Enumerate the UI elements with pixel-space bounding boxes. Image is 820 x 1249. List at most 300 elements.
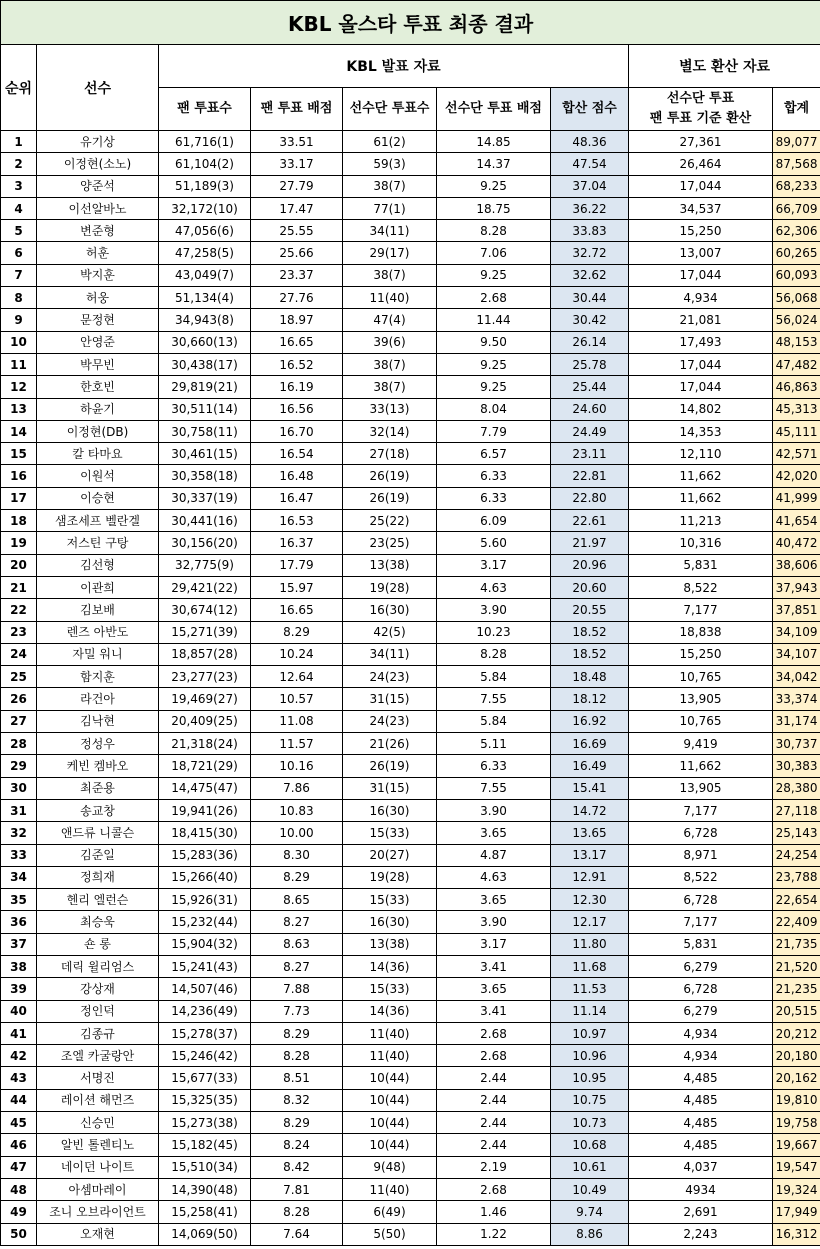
sum-score-cell: 16.69: [551, 733, 629, 755]
total-cell: 40,472: [773, 532, 820, 554]
fan-votes-cell: 18,415(30): [159, 822, 251, 844]
sum-score-cell: 20.60: [551, 576, 629, 598]
player-votes-cell: 26(19): [343, 487, 437, 509]
table-row: [1, 933, 820, 955]
total-cell: 31,174: [773, 710, 820, 732]
converted-cell: 4,485: [629, 1134, 773, 1156]
rank-cell: 28: [1, 733, 37, 755]
rank-cell: 2: [1, 153, 37, 175]
fan-votes-cell: 20,409(25): [159, 710, 251, 732]
player-votes-cell: 14(36): [343, 1000, 437, 1022]
table-row: [1, 643, 820, 665]
fan-votes-cell: 30,337(19): [159, 487, 251, 509]
total-cell: 68,233: [773, 175, 820, 197]
player-score-cell: 2.44: [437, 1134, 551, 1156]
sum-score-cell: 21.97: [551, 532, 629, 554]
sum-score-cell: 32.72: [551, 242, 629, 264]
converted-cell: 13,007: [629, 242, 773, 264]
fan-score-cell: 7.73: [251, 1000, 343, 1022]
converted-cell: 6,728: [629, 822, 773, 844]
total-cell: 62,306: [773, 220, 820, 242]
sum-score-cell: 9.74: [551, 1201, 629, 1223]
rank-cell: 23: [1, 621, 37, 643]
fan-votes-cell: 32,172(10): [159, 197, 251, 219]
total-cell: 20,180: [773, 1045, 820, 1067]
player-score-cell: 5.11: [437, 733, 551, 755]
sum-score-cell: 22.80: [551, 487, 629, 509]
table-row: [1, 599, 820, 621]
fan-score-cell: 16.53: [251, 510, 343, 532]
sum-score-cell: 20.96: [551, 554, 629, 576]
rank-cell: 35: [1, 889, 37, 911]
table-row: [1, 1223, 820, 1245]
fan-score-cell: 7.81: [251, 1178, 343, 1200]
converted-cell: 14,802: [629, 398, 773, 420]
sum-score-cell: 25.78: [551, 353, 629, 375]
player-cell: 허훈: [37, 242, 159, 264]
player-cell: 이원석: [37, 465, 159, 487]
converted-cell: 17,044: [629, 376, 773, 398]
fan-votes-cell: 15,266(40): [159, 866, 251, 888]
fan-score-cell: 8.51: [251, 1067, 343, 1089]
fan-score-cell: 27.76: [251, 287, 343, 309]
player-cell: 박지훈: [37, 264, 159, 286]
rank-cell: 10: [1, 331, 37, 353]
rank-cell: 39: [1, 978, 37, 1000]
fan-votes-cell: 30,758(11): [159, 420, 251, 442]
converted-cell: 13,905: [629, 777, 773, 799]
player-votes-cell: 39(6): [343, 331, 437, 353]
fan-score-cell: 18.97: [251, 309, 343, 331]
player-score-cell: 2.19: [437, 1156, 551, 1178]
converted-cell: 6,728: [629, 889, 773, 911]
total-cell: 56,024: [773, 309, 820, 331]
player-votes-cell: 24(23): [343, 666, 437, 688]
total-cell: 23,788: [773, 866, 820, 888]
fan-score-cell: 23.37: [251, 264, 343, 286]
rank-cell: 3: [1, 175, 37, 197]
player-votes-cell: 19(28): [343, 866, 437, 888]
converted-cell: 4,934: [629, 1022, 773, 1044]
rank-cell: 50: [1, 1223, 37, 1245]
converted-cell: 6,279: [629, 955, 773, 977]
sum-score-cell: 10.68: [551, 1134, 629, 1156]
total-cell: 27,118: [773, 799, 820, 821]
rank-cell: 27: [1, 710, 37, 732]
rank-cell: 46: [1, 1134, 37, 1156]
player-votes-cell: 16(30): [343, 599, 437, 621]
converted-cell: 4,934: [629, 287, 773, 309]
player-score-cell: 3.90: [437, 799, 551, 821]
player-votes-cell: 31(15): [343, 777, 437, 799]
fan-score-cell: 25.55: [251, 220, 343, 242]
sum-score-cell: 11.14: [551, 1000, 629, 1022]
total-cell: 30,383: [773, 755, 820, 777]
fan-score-cell: 10.24: [251, 643, 343, 665]
sum-score-cell: 18.52: [551, 621, 629, 643]
rank-cell: 18: [1, 510, 37, 532]
sum-score-cell: 10.49: [551, 1178, 629, 1200]
player-votes-cell: 24(23): [343, 710, 437, 732]
fan-score-cell: 10.00: [251, 822, 343, 844]
table-row: [1, 666, 820, 688]
total-cell: 66,709: [773, 197, 820, 219]
fan-votes-cell: 61,716(1): [159, 131, 251, 153]
total-cell: 28,380: [773, 777, 820, 799]
table-row: [1, 1022, 820, 1044]
fan-score-cell: 10.16: [251, 755, 343, 777]
rank-cell: 32: [1, 822, 37, 844]
total-cell: 34,109: [773, 621, 820, 643]
rank-cell: 30: [1, 777, 37, 799]
fan-votes-cell: 14,069(50): [159, 1223, 251, 1245]
converted-cell: 5,831: [629, 554, 773, 576]
player-cell: 이관희: [37, 576, 159, 598]
player-score-cell: 7.79: [437, 420, 551, 442]
converted-cell: 17,044: [629, 353, 773, 375]
converted-cell: 6,279: [629, 1000, 773, 1022]
total-cell: 56,068: [773, 287, 820, 309]
fan-score-cell: 8.27: [251, 911, 343, 933]
fan-votes-cell: 30,441(16): [159, 510, 251, 532]
total-cell: 89,077: [773, 131, 820, 153]
player-cell: 김보배: [37, 599, 159, 621]
player-votes-cell: 29(17): [343, 242, 437, 264]
table-row: [1, 1201, 820, 1223]
rank-cell: 40: [1, 1000, 37, 1022]
sum-score-cell: 16.49: [551, 755, 629, 777]
total-cell: 19,758: [773, 1112, 820, 1134]
converted-cell: 8,522: [629, 866, 773, 888]
rank-cell: 1: [1, 131, 37, 153]
table-row: [1, 376, 820, 398]
table-row: [1, 309, 820, 331]
fan-score-cell: 16.70: [251, 420, 343, 442]
table-row: [1, 1178, 820, 1200]
player-votes-cell: 38(7): [343, 264, 437, 286]
total-cell: 19,324: [773, 1178, 820, 1200]
total-cell: 19,547: [773, 1156, 820, 1178]
sum-score-cell: 10.73: [551, 1112, 629, 1134]
converted-cell: 4,934: [629, 1045, 773, 1067]
player-score-cell: 9.50: [437, 331, 551, 353]
player-votes-cell: 32(14): [343, 420, 437, 442]
table-row: [1, 554, 820, 576]
player-votes-cell: 33(13): [343, 398, 437, 420]
sum-score-cell: 10.96: [551, 1045, 629, 1067]
fan-votes-cell: 15,232(44): [159, 911, 251, 933]
fan-score-cell: 17.47: [251, 197, 343, 219]
converted-cell: 17,044: [629, 175, 773, 197]
table-row: [1, 1156, 820, 1178]
total-cell: 37,943: [773, 576, 820, 598]
player-votes-cell: 27(18): [343, 443, 437, 465]
player-votes-cell: 10(44): [343, 1067, 437, 1089]
converted-cell: 11,662: [629, 487, 773, 509]
fan-score-cell: 16.47: [251, 487, 343, 509]
fan-votes-cell: 32,775(9): [159, 554, 251, 576]
sum-score-cell: 12.17: [551, 911, 629, 933]
player-cell: 하윤기: [37, 398, 159, 420]
player-votes-cell: 11(40): [343, 287, 437, 309]
rank-cell: 15: [1, 443, 37, 465]
player-cell: 아셈마레이: [37, 1178, 159, 1200]
player-cell: 렌즈 아반도: [37, 621, 159, 643]
player-cell: 샘조세프 벨란겔: [37, 510, 159, 532]
total-cell: 45,313: [773, 398, 820, 420]
fan-score-cell: 8.29: [251, 621, 343, 643]
total-cell: 38,606: [773, 554, 820, 576]
table-row: [1, 844, 820, 866]
player-score-cell: 9.25: [437, 175, 551, 197]
fan-score-cell: 7.86: [251, 777, 343, 799]
table-row: [1, 733, 820, 755]
player-score-cell: 2.68: [437, 1022, 551, 1044]
header-sum-score: 합산 점수: [551, 88, 629, 131]
rank-cell: 13: [1, 398, 37, 420]
fan-score-cell: 27.79: [251, 175, 343, 197]
fan-score-cell: 15.97: [251, 576, 343, 598]
player-cell: 정인덕: [37, 1000, 159, 1022]
converted-cell: 27,361: [629, 131, 773, 153]
player-votes-cell: 10(44): [343, 1112, 437, 1134]
sum-score-cell: 22.81: [551, 465, 629, 487]
player-votes-cell: 25(22): [343, 510, 437, 532]
player-score-cell: 18.75: [437, 197, 551, 219]
player-votes-cell: 13(38): [343, 554, 437, 576]
player-cell: 정성우: [37, 733, 159, 755]
player-cell: 레이션 해먼즈: [37, 1089, 159, 1111]
player-score-cell: 14.37: [437, 153, 551, 175]
fan-votes-cell: 47,258(5): [159, 242, 251, 264]
sum-score-cell: 24.49: [551, 420, 629, 442]
table-row: [1, 1134, 820, 1156]
rank-cell: 5: [1, 220, 37, 242]
table-row: [1, 331, 820, 353]
player-votes-cell: 21(26): [343, 733, 437, 755]
rank-cell: 26: [1, 688, 37, 710]
rank-cell: 44: [1, 1089, 37, 1111]
header-rank: 순위: [1, 45, 37, 131]
total-cell: 34,042: [773, 666, 820, 688]
fan-score-cell: 33.51: [251, 131, 343, 153]
player-votes-cell: 34(11): [343, 220, 437, 242]
player-score-cell: 3.41: [437, 955, 551, 977]
sum-score-cell: 13.17: [551, 844, 629, 866]
player-score-cell: 6.57: [437, 443, 551, 465]
rank-cell: 12: [1, 376, 37, 398]
player-cell: 조엘 카굴랑안: [37, 1045, 159, 1067]
fan-votes-cell: 14,507(46): [159, 978, 251, 1000]
rank-cell: 8: [1, 287, 37, 309]
table-row: [1, 1045, 820, 1067]
player-votes-cell: 13(38): [343, 933, 437, 955]
fan-votes-cell: 15,273(38): [159, 1112, 251, 1134]
player-score-cell: 8.28: [437, 220, 551, 242]
player-cell: 송교창: [37, 799, 159, 821]
player-cell: 김준일: [37, 844, 159, 866]
player-cell: 앤드류 니콜슨: [37, 822, 159, 844]
sum-score-cell: 10.61: [551, 1156, 629, 1178]
player-votes-cell: 42(5): [343, 621, 437, 643]
player-cell: 신승민: [37, 1112, 159, 1134]
fan-score-cell: 10.57: [251, 688, 343, 710]
total-cell: 33,374: [773, 688, 820, 710]
fan-score-cell: 8.29: [251, 866, 343, 888]
player-votes-cell: 6(49): [343, 1201, 437, 1223]
table-row: [1, 175, 820, 197]
player-cell: 함지훈: [37, 666, 159, 688]
player-score-cell: 3.90: [437, 599, 551, 621]
player-cell: 조니 오브라이언트: [37, 1201, 159, 1223]
rank-cell: 16: [1, 465, 37, 487]
fan-score-cell: 7.64: [251, 1223, 343, 1245]
player-cell: 이승현: [37, 487, 159, 509]
rank-cell: 37: [1, 933, 37, 955]
total-cell: 41,654: [773, 510, 820, 532]
player-votes-cell: 9(48): [343, 1156, 437, 1178]
header-player-score: 선수단 투표 배점: [437, 88, 551, 131]
fan-score-cell: 8.28: [251, 1201, 343, 1223]
converted-cell: 10,765: [629, 710, 773, 732]
sum-score-cell: 18.12: [551, 688, 629, 710]
player-cell: 양준석: [37, 175, 159, 197]
total-cell: 16,312: [773, 1223, 820, 1245]
player-score-cell: 3.41: [437, 1000, 551, 1022]
fan-score-cell: 8.32: [251, 1089, 343, 1111]
total-cell: 20,515: [773, 1000, 820, 1022]
page-title: KBL 올스타 투표 최종 결과: [1, 1, 820, 45]
table-row: [1, 710, 820, 732]
player-score-cell: 3.17: [437, 933, 551, 955]
rank-cell: 9: [1, 309, 37, 331]
table-row: [1, 398, 820, 420]
table-row: [1, 1067, 820, 1089]
rank-cell: 34: [1, 866, 37, 888]
player-votes-cell: 23(25): [343, 532, 437, 554]
sum-score-cell: 12.91: [551, 866, 629, 888]
table-row: [1, 777, 820, 799]
player-score-cell: 8.04: [437, 398, 551, 420]
converted-cell: 15,250: [629, 643, 773, 665]
converted-cell: 11,662: [629, 465, 773, 487]
total-cell: 46,863: [773, 376, 820, 398]
sum-score-cell: 33.83: [551, 220, 629, 242]
table-row: [1, 799, 820, 821]
converted-cell: 17,493: [629, 331, 773, 353]
rank-cell: 22: [1, 599, 37, 621]
sum-score-cell: 14.72: [551, 799, 629, 821]
table-row: [1, 153, 820, 175]
header-converted: [629, 88, 773, 131]
player-score-cell: 5.84: [437, 710, 551, 732]
total-cell: 21,235: [773, 978, 820, 1000]
player-cell: 최준용: [37, 777, 159, 799]
table-row: [1, 1112, 820, 1134]
fan-score-cell: 10.83: [251, 799, 343, 821]
total-cell: 30,737: [773, 733, 820, 755]
converted-cell: 7,177: [629, 799, 773, 821]
fan-votes-cell: 15,246(42): [159, 1045, 251, 1067]
player-votes-cell: 61(2): [343, 131, 437, 153]
fan-votes-cell: 15,283(36): [159, 844, 251, 866]
fan-votes-cell: 14,236(49): [159, 1000, 251, 1022]
fan-votes-cell: 30,511(14): [159, 398, 251, 420]
player-cell: 최승욱: [37, 911, 159, 933]
fan-votes-cell: 30,438(17): [159, 353, 251, 375]
converted-cell: 12,110: [629, 443, 773, 465]
player-votes-cell: 11(40): [343, 1045, 437, 1067]
total-cell: 20,162: [773, 1067, 820, 1089]
player-score-cell: 3.90: [437, 911, 551, 933]
total-cell: 21,520: [773, 955, 820, 977]
total-cell: 37,851: [773, 599, 820, 621]
sum-score-cell: 13.65: [551, 822, 629, 844]
fan-score-cell: 8.28: [251, 1045, 343, 1067]
fan-score-cell: 7.88: [251, 978, 343, 1000]
total-cell: 22,654: [773, 889, 820, 911]
rank-cell: 43: [1, 1067, 37, 1089]
fan-votes-cell: 15,278(37): [159, 1022, 251, 1044]
table-row: [1, 822, 820, 844]
player-score-cell: 3.17: [437, 554, 551, 576]
sum-score-cell: 10.97: [551, 1022, 629, 1044]
player-score-cell: 2.68: [437, 1045, 551, 1067]
rank-cell: 29: [1, 755, 37, 777]
converted-cell: 5,831: [629, 933, 773, 955]
fan-votes-cell: 61,104(2): [159, 153, 251, 175]
fan-score-cell: 33.17: [251, 153, 343, 175]
player-score-cell: 6.33: [437, 487, 551, 509]
fan-score-cell: 16.48: [251, 465, 343, 487]
converted-cell: 26,464: [629, 153, 773, 175]
converted-cell: 6,728: [629, 978, 773, 1000]
table-row: [1, 197, 820, 219]
converted-cell: 11,662: [629, 755, 773, 777]
rank-cell: 20: [1, 554, 37, 576]
player-score-cell: 6.09: [437, 510, 551, 532]
sum-score-cell: 30.44: [551, 287, 629, 309]
fan-votes-cell: 18,721(29): [159, 755, 251, 777]
rank-cell: 49: [1, 1201, 37, 1223]
converted-cell: 8,522: [629, 576, 773, 598]
fan-score-cell: 8.65: [251, 889, 343, 911]
converted-cell: 18,838: [629, 621, 773, 643]
player-cell: 안영준: [37, 331, 159, 353]
header-fan-votes: 팬 투표수: [159, 88, 251, 131]
player-score-cell: 10.23: [437, 621, 551, 643]
player-score-cell: 3.65: [437, 889, 551, 911]
fan-score-cell: 8.29: [251, 1022, 343, 1044]
fan-score-cell: 11.57: [251, 733, 343, 755]
converted-cell: 8,971: [629, 844, 773, 866]
rank-cell: 36: [1, 911, 37, 933]
sum-score-cell: 15.41: [551, 777, 629, 799]
converted-cell: 34,537: [629, 197, 773, 219]
rank-cell: 41: [1, 1022, 37, 1044]
player-cell: 헨리 엘런슨: [37, 889, 159, 911]
sum-score-cell: 11.80: [551, 933, 629, 955]
player-cell: 데릭 윌리엄스: [37, 955, 159, 977]
fan-votes-cell: 51,134(4): [159, 287, 251, 309]
rank-cell: 33: [1, 844, 37, 866]
rank-cell: 14: [1, 420, 37, 442]
table-row: [1, 264, 820, 286]
fan-score-cell: 16.56: [251, 398, 343, 420]
table-row: [1, 755, 820, 777]
player-votes-cell: 26(19): [343, 755, 437, 777]
rank-cell: 19: [1, 532, 37, 554]
